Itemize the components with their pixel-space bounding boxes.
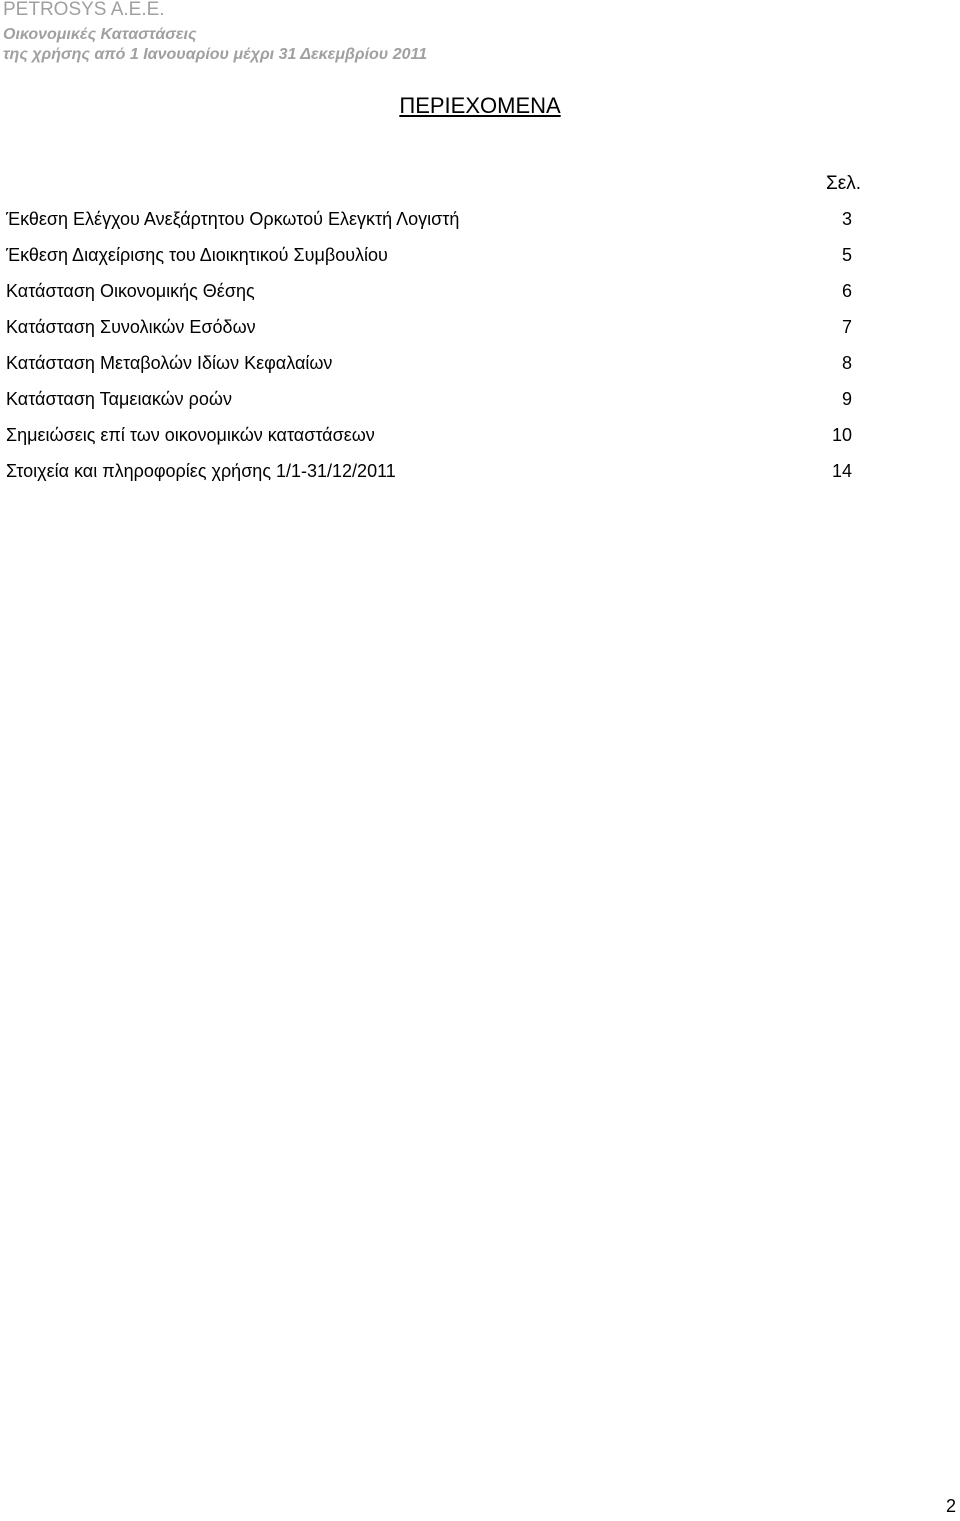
toc-entry[interactable]: [0, 205, 960, 241]
toc-entry-title: Έκθεση Ελέγχου Ανεξάρτητου Ορκωτού Ελεγκτή Λογιστή: [6, 209, 460, 229]
page-title-text: ΠΕΡΙΕΧΟΜΕΝΑ: [399, 93, 561, 118]
footer-page-number: 2: [945, 1496, 956, 1516]
toc-entry-page: 9: [841, 389, 852, 409]
toc-entry-page: 7: [841, 317, 852, 337]
toc-entry[interactable]: [0, 421, 960, 457]
toc-entry-page: 3: [841, 209, 852, 229]
toc-entry-title: Κατάσταση Συνολικών Εσόδων: [6, 317, 256, 337]
toc-entry-title: Σημειώσεις επί των οικονομικών καταστάσεων: [6, 425, 375, 445]
toc-entry[interactable]: [0, 349, 960, 385]
toc-entry-title: Στοιχεία και πληροφορίες χρήσης 1/1-31/12/2011: [6, 461, 396, 481]
toc-entry-title: Κατάσταση Μεταβολών Ιδίων Κεφαλαίων: [6, 353, 333, 373]
toc-entry-page: 14: [831, 461, 852, 481]
company-name: PETROSYS A.E.E.: [3, 0, 165, 20]
page-title: [0, 92, 960, 120]
toc-entry[interactable]: [0, 385, 960, 421]
toc-entry[interactable]: [0, 277, 960, 313]
toc-entry[interactable]: [0, 457, 960, 493]
toc-entry[interactable]: [0, 313, 960, 349]
toc-entry-title: Έκθεση Διαχείρισης του Διοικητικού Συμβουλίου: [6, 245, 388, 265]
table-of-contents: [0, 205, 960, 493]
toc-entry-page: 6: [841, 281, 852, 301]
toc-entry-page: 8: [841, 353, 852, 373]
toc-entry-page: 10: [831, 425, 852, 445]
toc-entry-page: 5: [841, 245, 852, 265]
document-subtitle: Οικονομικές Καταστάσεις: [3, 26, 197, 43]
page-column-label: Σελ.: [826, 173, 861, 194]
toc-entry[interactable]: [0, 241, 960, 277]
toc-entry-title: Κατάσταση Οικονομικής Θέσης: [6, 281, 255, 301]
fiscal-period: της χρήσης από 1 Ιανουαρίου μέχρι 31 Δεκεμβρίου 2011: [3, 46, 428, 63]
toc-entry-title: Κατάσταση Ταμειακών ροών: [6, 389, 232, 409]
